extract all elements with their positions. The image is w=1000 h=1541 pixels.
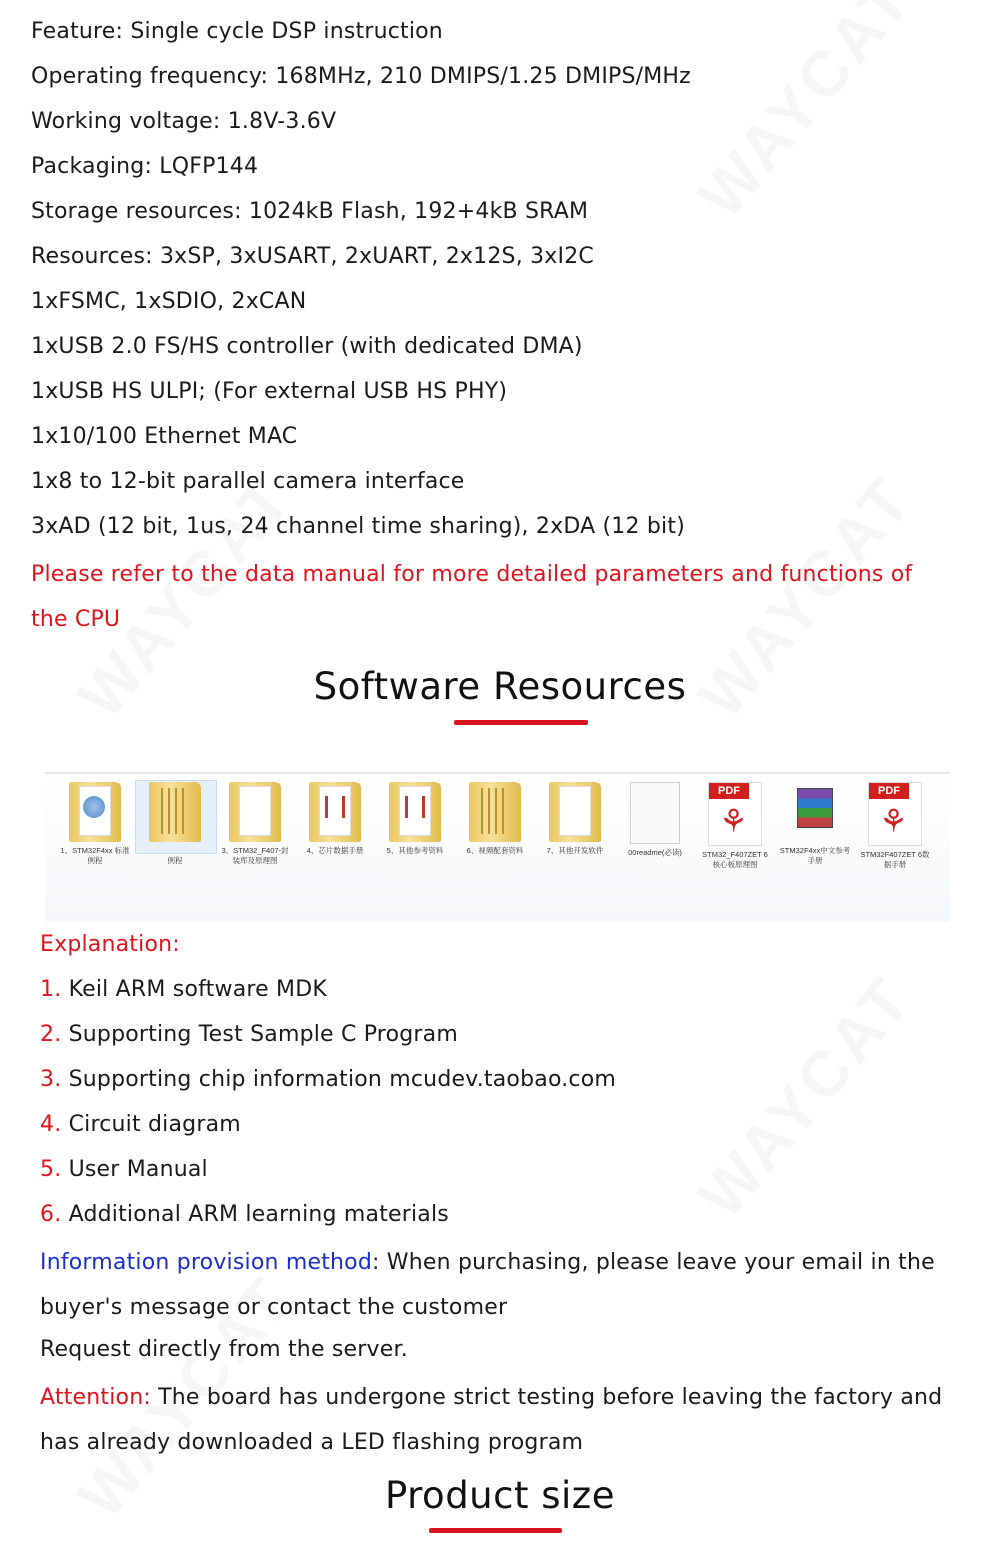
spec-line: 1xUSB 2.0 FS/HS controller (with dedicated DMA) [31,334,583,359]
explanation-item: 5. User Manual [40,1157,208,1182]
spec-line: Storage resources: 1024kB Flash, 192+4kB SRAM [31,199,589,224]
spec-line: 1x10/100 Ethernet MAC [31,424,298,449]
folder-item-selected[interactable] [139,782,211,866]
file-name: 5、其他参考资料 [386,846,444,855]
attention-note: Attention: The board has undergone strict testing before leaving the factory and has already downloaded a LED flashing program [40,1385,943,1455]
info-provision: Information provision method: When purchasing, please leave your email in the buyer's message or contact the customer [40,1250,935,1320]
software-resources-heading: Software Resources [313,665,687,708]
spec-list [31,12,981,642]
spec-line: 1xUSB HS ULPI; (For external USB HS PHY) [31,379,508,404]
explanation-item: 6. Additional ARM learning materials [40,1202,449,1227]
folder-icon [309,782,361,842]
heading-underline [429,1528,562,1533]
folder-item[interactable] [59,782,131,866]
file-item[interactable] [779,782,851,866]
file-item[interactable] [699,782,771,870]
file-explorer-panel [45,772,950,922]
explanation-label: Explanation: [40,932,180,957]
file-name: 4、芯片数据手册 [306,846,364,855]
folder-icon [549,782,601,842]
folder-item[interactable] [459,782,531,856]
pdf-icon: PDF ⚘ [868,782,922,846]
file-name: 例程 [167,856,183,865]
spec-line: 1xFSMC, 1xSDIO, 2xCAN [31,289,307,314]
spec-line: Resources: 3xSP, 3xUSART, 2xUART, 2x12S, 3xI2C [31,244,594,269]
folder-item[interactable] [539,782,611,856]
file-item[interactable] [619,782,691,858]
folder-item[interactable] [219,782,291,866]
spec-line: Operating frequency: 168MHz, 210 DMIPS/1.25 DMIPS/MHz [31,64,691,89]
spec-line: 1x8 to 12-bit parallel camera interface [31,469,465,494]
folder-icon [229,782,281,842]
spec-line: Working voltage: 1.8V-3.6V [31,109,337,134]
file-item[interactable] [859,782,931,870]
explanation-item: 1. Keil ARM software MDK [40,977,328,1002]
folder-item[interactable] [379,782,451,856]
text-file-icon [630,782,680,844]
spec-line: Packaging: LQFP144 [31,154,259,179]
spec-line: 3xAD (12 bit, 1us, 24 channel time sharing), 2xDA (12 bit) [31,514,685,539]
explanation-item: 4. Circuit diagram [40,1112,241,1137]
explanation-section [40,925,985,1465]
explanation-item: 3. Supporting chip information mcudev.taobao.com [40,1067,616,1092]
file-name: 1、STM32F4xx 标准例程 [60,846,130,865]
file-name: 3、STM32_F407-封装库及原理图 [221,846,289,865]
request-note: Request directly from the server. [40,1337,408,1362]
spec-line: Feature: Single cycle DSP instruction [31,19,443,44]
folder-icon [469,782,521,842]
product-size-heading: Product size [385,1474,615,1517]
file-name: 00readme(必读) [628,848,682,857]
folder-icon [389,782,441,842]
file-name: STM32F4xx中文参考手册 [779,846,851,865]
file-name: STM32_F407ZET 6核心板原理图 [702,850,768,869]
file-name: 7、其他开发软件 [546,846,604,855]
file-name: 6、视频配套资料 [466,846,524,855]
cpu-note: Please refer to the data manual for more detailed parameters and functions of the CPU [31,562,913,632]
folder-icon [149,782,201,842]
archive-icon [797,788,833,828]
folder-item[interactable] [299,782,371,856]
explanation-item: 2. Supporting Test Sample C Program [40,1022,458,1047]
file-name: STM32F407ZET 6数据手册 [860,850,930,869]
folder-icon [69,782,121,842]
pdf-icon: PDF ⚘ [708,782,762,846]
heading-underline [454,720,588,725]
